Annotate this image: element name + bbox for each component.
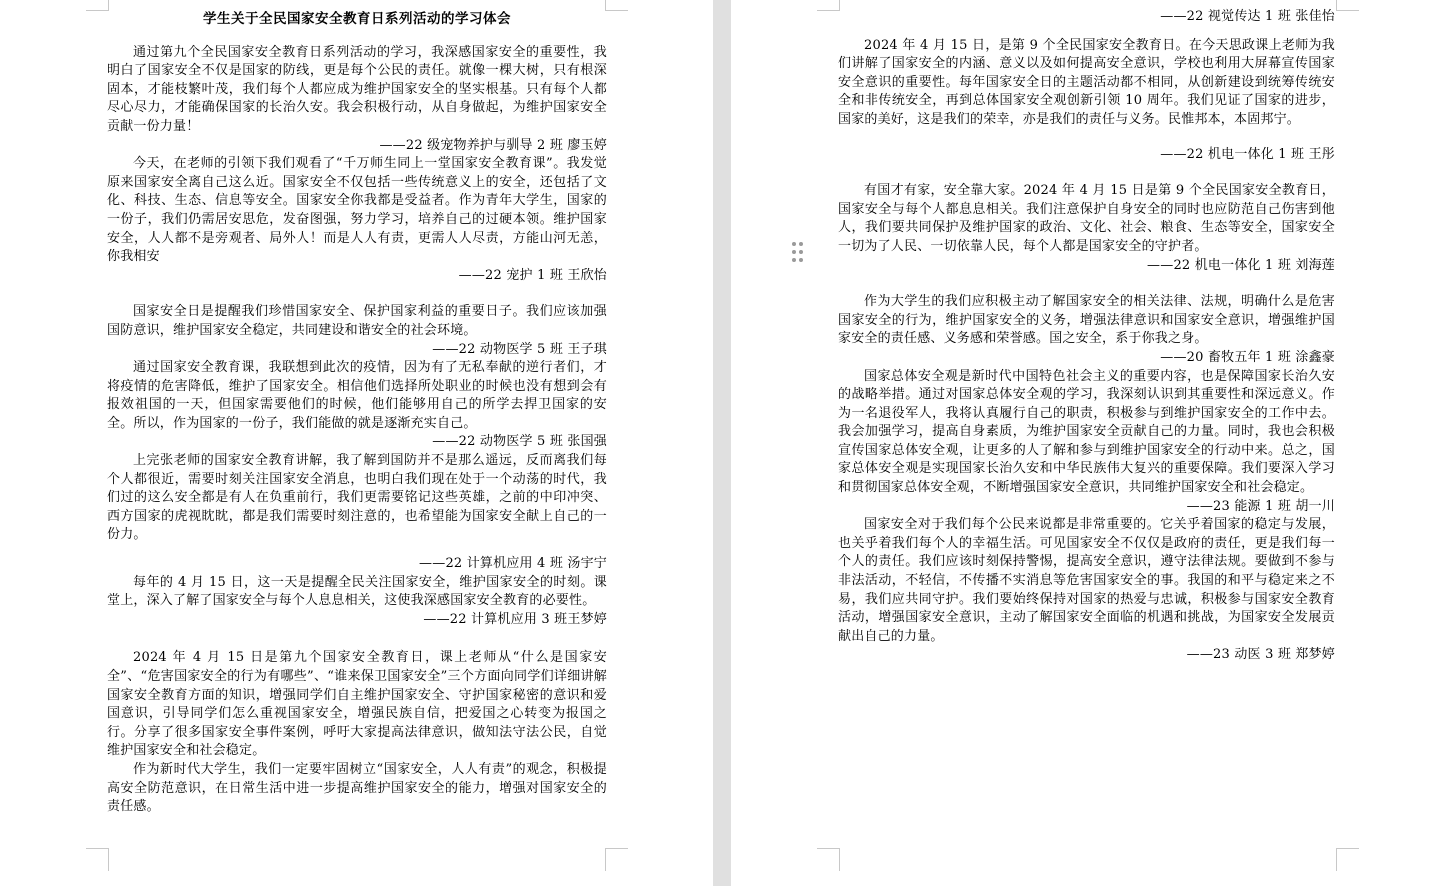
paragraph: 通过国家安全教育课，我联想到此次的疫情，因为有了无私奉献的逆行者们，才将疫情的危害降低，维护了国家安全。相信他们选择所处职业的时候也没有想到会有报效祖国的一天，但国家需要他们的时候，他们能够用自己的所学去捍卫国家的安全。所以，作为国家的一份子，我们能做的就是逐渐充实自己。	[107, 360, 607, 431]
page-gutter	[713, 0, 731, 886]
signature: ——22 动物医学 5 班 张国强	[432, 434, 607, 450]
signature: ——22 视觉传达 1 班 张佳怡	[1160, 9, 1335, 24]
document-title: 学生关于全民国家安全教育日系列活动的学习体会	[203, 11, 511, 27]
signature: ——22 机电一体化 1 班 王彤	[1160, 146, 1335, 162]
signature: ——22 机电一体化 1 班 刘海莲	[1147, 257, 1335, 273]
signature: ——22 计算机应用 4 班 汤宇宁	[419, 556, 607, 572]
document-page-right	[731, 0, 1446, 886]
crop-mark	[605, 848, 628, 871]
paragraph: 国家总体安全观是新时代中国特色社会主义的重要内容，也是保障国家长治久安的战略举措。通过对国家总体安全观的学习，我深刻认识到其重要性和深远意义。作为一名退役军人，我将认真履行自己的职责，积极参与到维护国家安全的工作中去。我会加强学习，提高自身素质，为维护国家安全贡献自己的力量。同时，我也会积极宣传国家总体安全观，让更多的人了解和参与到维护国家安全的行动中来。总之，国家总体安全观是实现国家长治久安和中华民族伟大复兴的重要保障。我们要深入学习和贯彻国家总体安全观，不断增强国家安全意识，共同维护国家安全和社会稳定。	[838, 368, 1335, 496]
paragraph: 国家安全对于我们每个公民来说都是非常重要的。它关乎着国家的稳定与发展，也关乎着我们每个人的幸福生活。可见国家安全不仅仅是政府的责任，更是我们每一个人的责任。我们应该时刻保持警惕，提高安全意识，遵守法律法规。要做到不参与非法活动，不轻信，不传播不实消息等危害国家安全的事。我国的和平与稳定来之不易，我们应共同守护。我们要始终保持对国家的热爱与忠诚，积极参与国家安全教育活动，增强国家安全意识，主动了解国家安全面临的机遇和挑战，为国家安全发展贡献出自己的力量。	[838, 517, 1335, 644]
drag-handle-icon[interactable]	[792, 242, 806, 264]
blank-line	[107, 285, 607, 303]
crop-mark	[817, 848, 840, 871]
signature: ——23 能源 1 班 胡一川	[1186, 498, 1335, 514]
paragraph: 上完张老师的国家安全教育讲解，我了解到国防并不是那么遥远，反而离我们每个人都很近，需要时刻关注国家安全消息，也明白我们现在处于一个动荡的时代，我们过的这么安全都是有人在负重前行，我们更需要铭记这些英雄，之前的中印冲突、西方国家的虎视眈眈，都是我们需要时刻注意的，也希望能为国家安全献上自己的一份力。	[107, 453, 607, 543]
text-column[interactable]	[838, 8, 1335, 665]
paragraph: 2024 年 4 月 15 日，是第 9 个全民国家安全教育日。在今天思政课上老师为我们讲解了国家安全的内涵、意义以及如何提高安全意识，学校也利用大屏幕宣传国家安全意识的重要性。每年国家安全日的主题活动都不相同，从创新建设到统筹传统安全和非传统安全，再到总体国家安全观创新引领 10 周年。我们见证了国家的进步，国家的美好，这是我们的荣幸，亦是我们的责任与义务。民惟邦本，本固邦宁。	[838, 37, 1335, 127]
crop-mark	[86, 0, 109, 11]
crop-mark	[86, 848, 109, 871]
signature: ——22 级宠物养护与驯导 2 班 廖玉婷	[379, 137, 607, 153]
document-page-left	[0, 0, 713, 886]
crop-mark	[605, 0, 628, 11]
blank-line	[838, 27, 1335, 37]
paragraph: 有国才有家，安全靠大家。2024 年 4 月 15 日是第 9 个全民国家安全教育日，国家安全与每个人都息息相关。我们注意保护自身安全的同时也应防范自己伤害到他人，我们要共同保护及维护国家的政治、文化、社会、粮食、生态等安全，国家安全一切为了人民、一切依靠人民，每个人都是国家安全的守护者。	[838, 183, 1335, 254]
signature: ——22 计算机应用 3 班王梦婷	[423, 611, 607, 627]
paragraph: 国家安全日是提醒我们珍惜国家安全、保护国家利益的重要日子。我们应该加强国防意识，维护国家安全稳定，共同建设和谐安全的社会环境。	[107, 304, 607, 338]
signature: ——20 畜牧五年 1 班 涂鑫豪	[1160, 349, 1335, 365]
blank-line	[107, 629, 607, 649]
crop-mark	[1336, 0, 1359, 11]
paragraph: 每年的 4 月 15 日，这一天是提醒全民关注国家安全，维护国家安全的时刻。课堂上，深入了解了国家安全与每个人息息相关，这使我深感国家安全教育的必要性。	[107, 574, 607, 609]
signature: ——22 宠护 1 班 王欣怡	[458, 267, 607, 283]
blank-line	[838, 164, 1335, 182]
paragraph: 通过第九个全民国家安全教育日系列活动的学习，我深感国家安全的重要性，我明白了国家安全不仅是国家的防线，更是每个公民的责任。就像一棵大树，只有根深固本，才能枝繁叶茂，我们每个人都应成为维护国家安全的坚实根基。只有每个人都尽心尽力，才能确保国家的长治久安。我会积极行动，从自身做起，为维护国家安全贡献一份力量！	[107, 44, 607, 134]
paragraph: 2024 年 4 月 15 日是第九个国家安全教育日，课上老师从“什么是国家安全”、“危害国家安全的行为有哪些”、“谁来保卫国家安全”三个方面向同学们详细讲解国家安全教育方面的知识，增强同学们自主维护国家安全、守护国家秘密的意识和爱国意识，引导同学们怎么重视国家安全，增强民族自信，把爱国之心转变为报国之行。分享了很多国家安全事件案例，呼吁大家提高法律意识，做知法守法公民，自觉维护国家安全和社会稳定。	[107, 650, 607, 759]
crop-mark	[817, 0, 840, 11]
text-column[interactable]	[107, 8, 607, 817]
paragraph: 今天，在老师的引领下我们观看了“千万师生同上一堂国家安全教育课”。我发觉原来国家安全离自己这么近。国家安全不仅包括一些传统意义上的安全，还包括了文化、科技、生态、信息等安全。国家安全你我都是受益者。作为青年大学生，国家的一份子，我们仍需居安思危，发奋图强，努力学习，培养自己的过硬本领。维护国家安全，人人都不是旁观者、局外人！而是人人有责，更需人人尽责，方能山河无恙，你我相安	[107, 156, 607, 265]
blank-line	[838, 275, 1335, 293]
signature: ——23 动医 3 班 郑梦婷	[1186, 647, 1335, 663]
signature: ——22 动物医学 5 班 王子琪	[432, 341, 607, 357]
crop-mark	[1336, 848, 1359, 871]
paragraph: 作为新时代大学生，我们一定要牢固树立“国家安全，人人有责”的观念，积极提高安全防范意识，在日常生活中进一步提高维护国家安全的能力，增强对国家安全的责任感。	[107, 761, 607, 815]
paragraph: 作为大学生的我们应积极主动了解国家安全的相关法律、法规，明确什么是危害国家安全的行为，维护国家安全的义务，增强法律意识和国家安全意识，增强维护国家安全的责任感、义务感和荣誉感。国之安全，系于你我之身。	[838, 294, 1335, 347]
